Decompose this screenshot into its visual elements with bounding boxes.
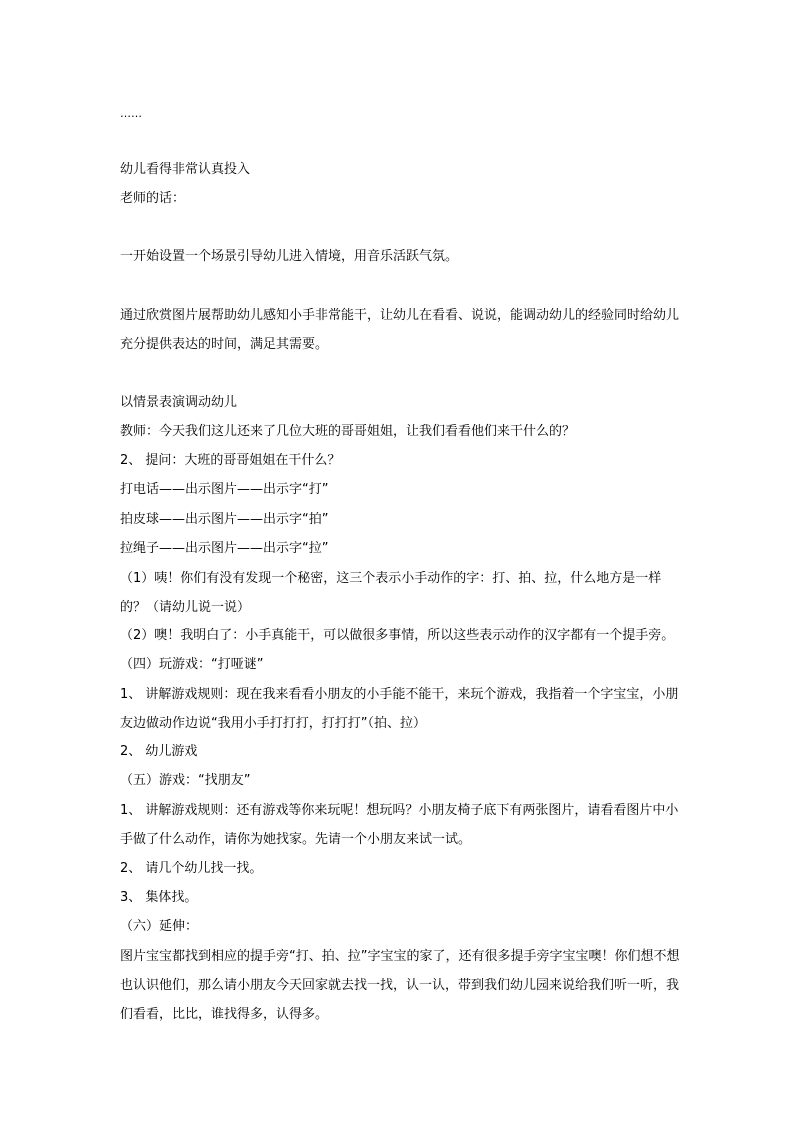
list-item-3-group: 3、 集体找。 (120, 890, 198, 905)
list-item-2-question: 2、 提问：大班的哥哥姐姐在干什么？ (120, 453, 341, 468)
paragraph-appreciation: 通过欣赏图片展帮助幼儿感知小手非常能干，让幼儿在看看、说说，能调动幼儿的经验同时给幼儿充分提供表达的时间，满足其需要。 (120, 308, 680, 352)
list-item-ball: 拍皮球——出示图片——出示字“拍” (120, 512, 329, 527)
list-item-2-game: 2、 幼儿游戏 (120, 744, 198, 759)
list-item-1-find-friends: 1、 讲解游戏规则：还有游戏等你来玩呢！想玩吗？小朋友椅子底下有两张图片，请看看图片中小手做了什么动作，请你为她找家。先请一个小朋友来试一试。 (120, 803, 679, 847)
paragraph-extension: 图片宝宝都找到相应的提手旁“打、拍、拉”字宝宝的家了，还有很多提手旁字宝宝噢！你们想不想也认识他们，那么请小朋友今天回家就去找一找，认一认，带到我们幼儿园来说给我们听一听，我们看看，比比，谁找得多，认得多。 (120, 949, 680, 1022)
ellipsis-text: …… (120, 107, 142, 120)
list-item-1-rules: 1、 讲解游戏规则：现在我来看看小朋友的小手能不能干，来玩个游戏，我指着一个字宝宝，小朋友边做动作边说“我用小手打打打，打打打”（拍、拉） (120, 687, 679, 731)
list-item-2-children: 2、 请几个幼儿找一找。 (120, 861, 263, 876)
paragraph-understood: （2）噢！我明白了：小手真能干，可以做很多事情，所以这些表示动作的汉字都有一个提手旁。 (120, 628, 675, 643)
paragraph-scene: 以情景表演调动幼儿 (120, 395, 238, 410)
section-six-heading: （六）延伸： (120, 919, 199, 934)
section-five-heading: （五）游戏：“找朋友” (120, 773, 251, 788)
paragraph-observation: 幼儿看得非常认真投入 (120, 162, 251, 177)
paragraph-intro: 一开始设置一个场景引导幼儿进入情境，用音乐活跃气氛。 (120, 249, 459, 264)
section-four-heading: （四）玩游戏：“打哑谜” (120, 657, 264, 672)
paragraph-teacher-question: 教师：今天我们这儿还来了几位大班的哥哥姐姐，让我们看看他们来干什么的？ (120, 424, 576, 439)
list-item-rope: 拉绳子——出示图片——出示字“拉” (120, 541, 329, 556)
paragraph-teacher-heading: 老师的话： (120, 191, 186, 206)
paragraph-secret: （1）咦！你们有没有发现一个秘密，这三个表示小手动作的字：打、拍、拉，什么地方是一样的？（请幼儿说一说） (120, 571, 662, 615)
list-item-phone: 打电话——出示图片——出示字“打” (120, 482, 329, 497)
